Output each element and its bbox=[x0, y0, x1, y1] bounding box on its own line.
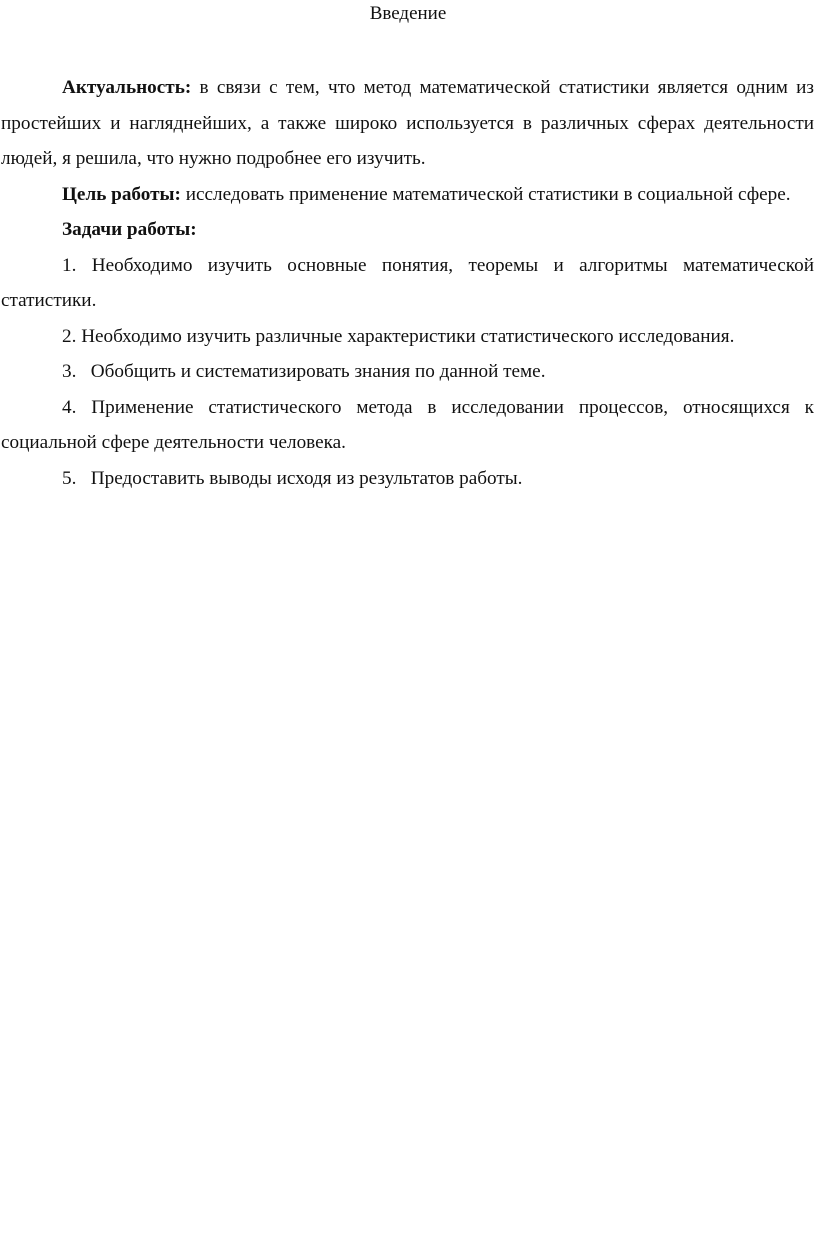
relevance-paragraph bbox=[1, 70, 814, 177]
tasks-heading: Задачи работы: bbox=[62, 219, 197, 240]
goal-text: исследовать применение математической статистики в социальной сфере. bbox=[180, 183, 791, 205]
task-item: 1. Необходимо изучить основные понятия, теоремы и алгоритмы математической статистики. bbox=[1, 254, 814, 311]
tasks-heading-paragraph bbox=[1, 212, 814, 248]
task-item: 5. Предоставить выводы исходя из результатов работы. bbox=[62, 467, 523, 489]
task-item: 3. Обобщить и систематизировать знания по данной теме. bbox=[62, 361, 546, 382]
relevance-label: Актуальность: bbox=[62, 77, 192, 98]
task-item: 4. Применение статистического метода в исследовании процессов, относящихся к социальной сфере деятельности человека. bbox=[1, 396, 814, 453]
goal-label: Цель работы: bbox=[62, 183, 181, 205]
document-title: Введение bbox=[369, 3, 447, 24]
task-item: 2. Необходимо изучить различные характеристики статистического исследования. bbox=[62, 325, 735, 347]
relevance-text: в связи с тем, что метод математической статистики является одним из простейших и нагляднейших, а также широко используется в различных сферах деятельности людей, я решила, что нужно подробнее его изучить. bbox=[1, 77, 814, 169]
goal-paragraph bbox=[1, 177, 814, 213]
document-body bbox=[1, 70, 814, 496]
